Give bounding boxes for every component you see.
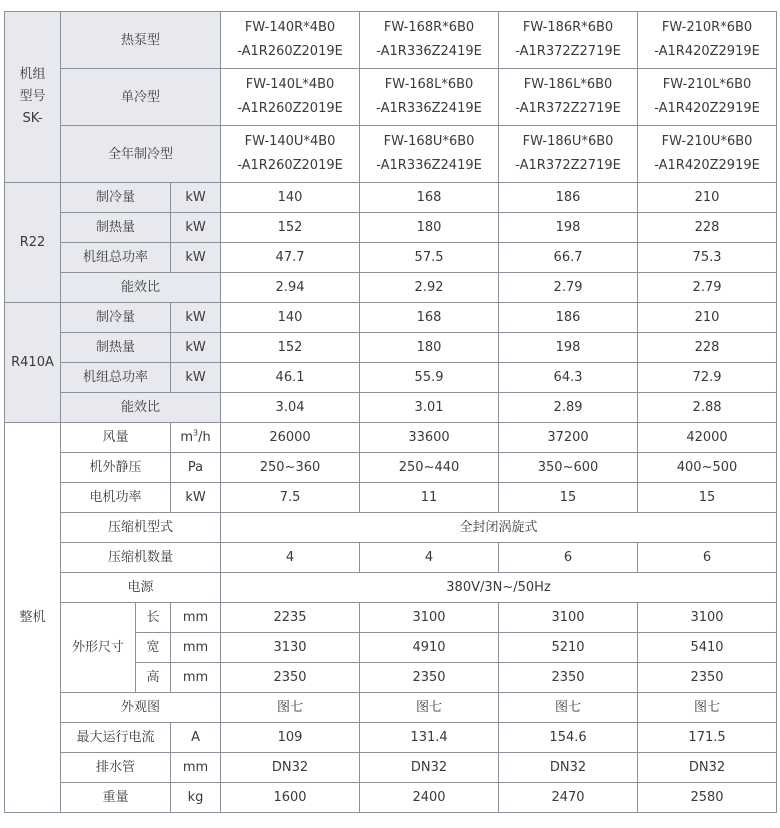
model-type-label: 全年制冷型 (61, 126, 221, 183)
spec-value: 66.7 (499, 243, 638, 273)
spec-label: 机外静压 (61, 453, 171, 483)
spec-value: 350~600 (499, 453, 638, 483)
model-code: FW-210L*6B0 -A1R420Z2919E (638, 69, 777, 126)
spec-value: 2.92 (360, 273, 499, 303)
spec-value: 72.9 (638, 363, 777, 393)
spec-label: 风量 (61, 423, 171, 453)
spec-value: 5410 (638, 633, 777, 663)
spec-row (5, 753, 777, 783)
spec-value: 250~360 (221, 453, 360, 483)
model-code: FW-186L*6B0 -A1R372Z2719E (499, 69, 638, 126)
spec-value: 6 (499, 543, 638, 573)
spec-row (5, 363, 777, 393)
spec-value: 3.01 (360, 393, 499, 423)
spec-value: 4910 (360, 633, 499, 663)
spec-unit: mm (171, 633, 221, 663)
spec-label: 能效比 (61, 393, 221, 423)
model-code: FW-186U*6B0 -A1R372Z2719E (499, 126, 638, 183)
spec-value: 7.5 (221, 483, 360, 513)
spec-value: 3100 (638, 603, 777, 633)
model-type-label: 热泵型 (61, 12, 221, 69)
spec-value: 2350 (638, 663, 777, 693)
refrigerant-label: R410A (5, 303, 61, 423)
model-label-line: 型号 (19, 89, 46, 104)
spec-label: 制冷量 (61, 303, 171, 333)
model-code: FW-140U*4B0 -A1R260Z2019E (221, 126, 360, 183)
spec-value: 2350 (499, 663, 638, 693)
spec-value: 47.7 (221, 243, 360, 273)
spec-value: 171.5 (638, 723, 777, 753)
spec-value: 2.79 (499, 273, 638, 303)
model-row (5, 12, 777, 69)
spec-value: 2235 (221, 603, 360, 633)
spec-value: 2350 (360, 663, 499, 693)
spec-value: 400~500 (638, 453, 777, 483)
spec-value: 210 (638, 303, 777, 333)
spec-unit: kW (171, 333, 221, 363)
spec-label: 能效比 (61, 273, 221, 303)
spec-unit: kW (171, 243, 221, 273)
model-code: FW-186R*6B0 -A1R372Z2719E (499, 12, 638, 69)
spec-value: 图七 (360, 693, 499, 723)
model-label-line: SK- (22, 111, 43, 126)
spec-unit: Pa (171, 453, 221, 483)
spec-value: 180 (360, 333, 499, 363)
spec-value: 198 (499, 213, 638, 243)
model-type-label: 单冷型 (61, 69, 221, 126)
spec-unit: $m^3/h$ (171, 423, 221, 453)
spec-unit: kW (171, 363, 221, 393)
spec-value: 3.04 (221, 393, 360, 423)
spec-value: 2.79 (638, 273, 777, 303)
spec-value: 42000 (638, 423, 777, 453)
spec-value: 186 (499, 183, 638, 213)
spec-row (5, 243, 777, 273)
spec-unit: mm (171, 603, 221, 633)
spec-row (5, 423, 777, 453)
spec-unit: mm (171, 753, 221, 783)
dimension-label: 宽 (136, 633, 171, 663)
dimension-label: 长 (136, 603, 171, 633)
spec-row (5, 303, 777, 333)
spec-unit: A (171, 723, 221, 753)
spec-value: 3100 (360, 603, 499, 633)
spec-value: 228 (638, 333, 777, 363)
spec-value: 15 (499, 483, 638, 513)
spec-table (4, 11, 777, 813)
spec-label: 机组总功率 (61, 243, 171, 273)
spec-row (5, 483, 777, 513)
spec-value: 152 (221, 213, 360, 243)
model-code: FW-210R*6B0 -A1R420Z2919E (638, 12, 777, 69)
spec-value: DN32 (221, 753, 360, 783)
spec-unit: kg (171, 783, 221, 813)
spec-value: DN32 (638, 753, 777, 783)
spec-label: 重量 (61, 783, 171, 813)
spec-row (5, 513, 777, 543)
spec-value: 46.1 (221, 363, 360, 393)
spec-row (5, 393, 777, 423)
spec-label: 制冷量 (61, 183, 171, 213)
spec-value-merged: 全封闭涡旋式 (221, 513, 777, 543)
spec-value: DN32 (360, 753, 499, 783)
model-code: FW-140L*4B0 -A1R260Z2019E (221, 69, 360, 126)
model-row (5, 69, 777, 126)
spec-value: 26000 (221, 423, 360, 453)
model-code: FW-168R*6B0 -A1R336Z2419E (360, 12, 499, 69)
spec-value: 图七 (499, 693, 638, 723)
spec-value: 210 (638, 183, 777, 213)
spec-value: 4 (221, 543, 360, 573)
spec-value: 15 (638, 483, 777, 513)
spec-value: 2.88 (638, 393, 777, 423)
spec-value: 4 (360, 543, 499, 573)
model-row (5, 126, 777, 183)
spec-row (5, 183, 777, 213)
spec-value: 154.6 (499, 723, 638, 753)
spec-label: 最大运行电流 (61, 723, 171, 753)
spec-value: 2.89 (499, 393, 638, 423)
spec-label: 压缩机型式 (61, 513, 221, 543)
spec-unit: kW (171, 213, 221, 243)
spec-label: 外观图 (61, 693, 221, 723)
spec-value: 2350 (221, 663, 360, 693)
spec-unit: kW (171, 183, 221, 213)
model-code: FW-210U*6B0 -A1R420Z2919E (638, 126, 777, 183)
spec-label: 电源 (61, 573, 221, 603)
model-label (5, 12, 61, 183)
model-code: FW-168L*6B0 -A1R336Z2419E (360, 69, 499, 126)
spec-value-merged: 380V/3N~/50Hz (221, 573, 777, 603)
spec-value: 5210 (499, 633, 638, 663)
spec-label: 压缩机数量 (61, 543, 221, 573)
spec-unit: kW (171, 483, 221, 513)
spec-row (5, 453, 777, 483)
spec-row (5, 783, 777, 813)
spec-label: 电机功率 (61, 483, 171, 513)
spec-unit: kW (171, 303, 221, 333)
spec-row (5, 573, 777, 603)
spec-value: 168 (360, 303, 499, 333)
spec-value: 图七 (638, 693, 777, 723)
spec-value: 2.94 (221, 273, 360, 303)
spec-value: DN32 (499, 753, 638, 783)
spec-value: 64.3 (499, 363, 638, 393)
spec-row (5, 693, 777, 723)
spec-row (5, 543, 777, 573)
spec-value: 2470 (499, 783, 638, 813)
spec-label: 制热量 (61, 213, 171, 243)
spec-value: 2400 (360, 783, 499, 813)
unit-section-label: 整机 (5, 423, 61, 813)
spec-value: 109 (221, 723, 360, 753)
spec-value: 6 (638, 543, 777, 573)
spec-value: 131.4 (360, 723, 499, 753)
spec-value: 57.5 (360, 243, 499, 273)
spec-value: 3100 (499, 603, 638, 633)
refrigerant-label: R22 (5, 183, 61, 303)
spec-value: 140 (221, 183, 360, 213)
spec-label: 机组总功率 (61, 363, 171, 393)
model-code: FW-140R*4B0 -A1R260Z2019E (221, 12, 360, 69)
spec-value: 图七 (221, 693, 360, 723)
spec-value: 33600 (360, 423, 499, 453)
spec-value: 180 (360, 213, 499, 243)
spec-row (5, 273, 777, 303)
spec-row (5, 723, 777, 753)
spec-row (5, 603, 777, 633)
model-label-line: 机组 (19, 67, 46, 82)
spec-value: 55.9 (360, 363, 499, 393)
spec-value: 186 (499, 303, 638, 333)
spec-value: 75.3 (638, 243, 777, 273)
spec-value: 228 (638, 213, 777, 243)
dimension-label: 高 (136, 663, 171, 693)
spec-unit: mm (171, 663, 221, 693)
spec-row (5, 213, 777, 243)
spec-value: 140 (221, 303, 360, 333)
spec-value: 11 (360, 483, 499, 513)
spec-label: 制热量 (61, 333, 171, 363)
spec-value: 152 (221, 333, 360, 363)
model-code: FW-168U*6B0 -A1R336Z2419E (360, 126, 499, 183)
spec-value: 168 (360, 183, 499, 213)
spec-row (5, 333, 777, 363)
spec-value: 3130 (221, 633, 360, 663)
spec-label: 排水管 (61, 753, 171, 783)
spec-value: 198 (499, 333, 638, 363)
spec-value: 1600 (221, 783, 360, 813)
spec-value: 250~440 (360, 453, 499, 483)
spec-value: 2580 (638, 783, 777, 813)
spec-value: 37200 (499, 423, 638, 453)
dimensions-label: 外形尺寸 (61, 603, 136, 693)
